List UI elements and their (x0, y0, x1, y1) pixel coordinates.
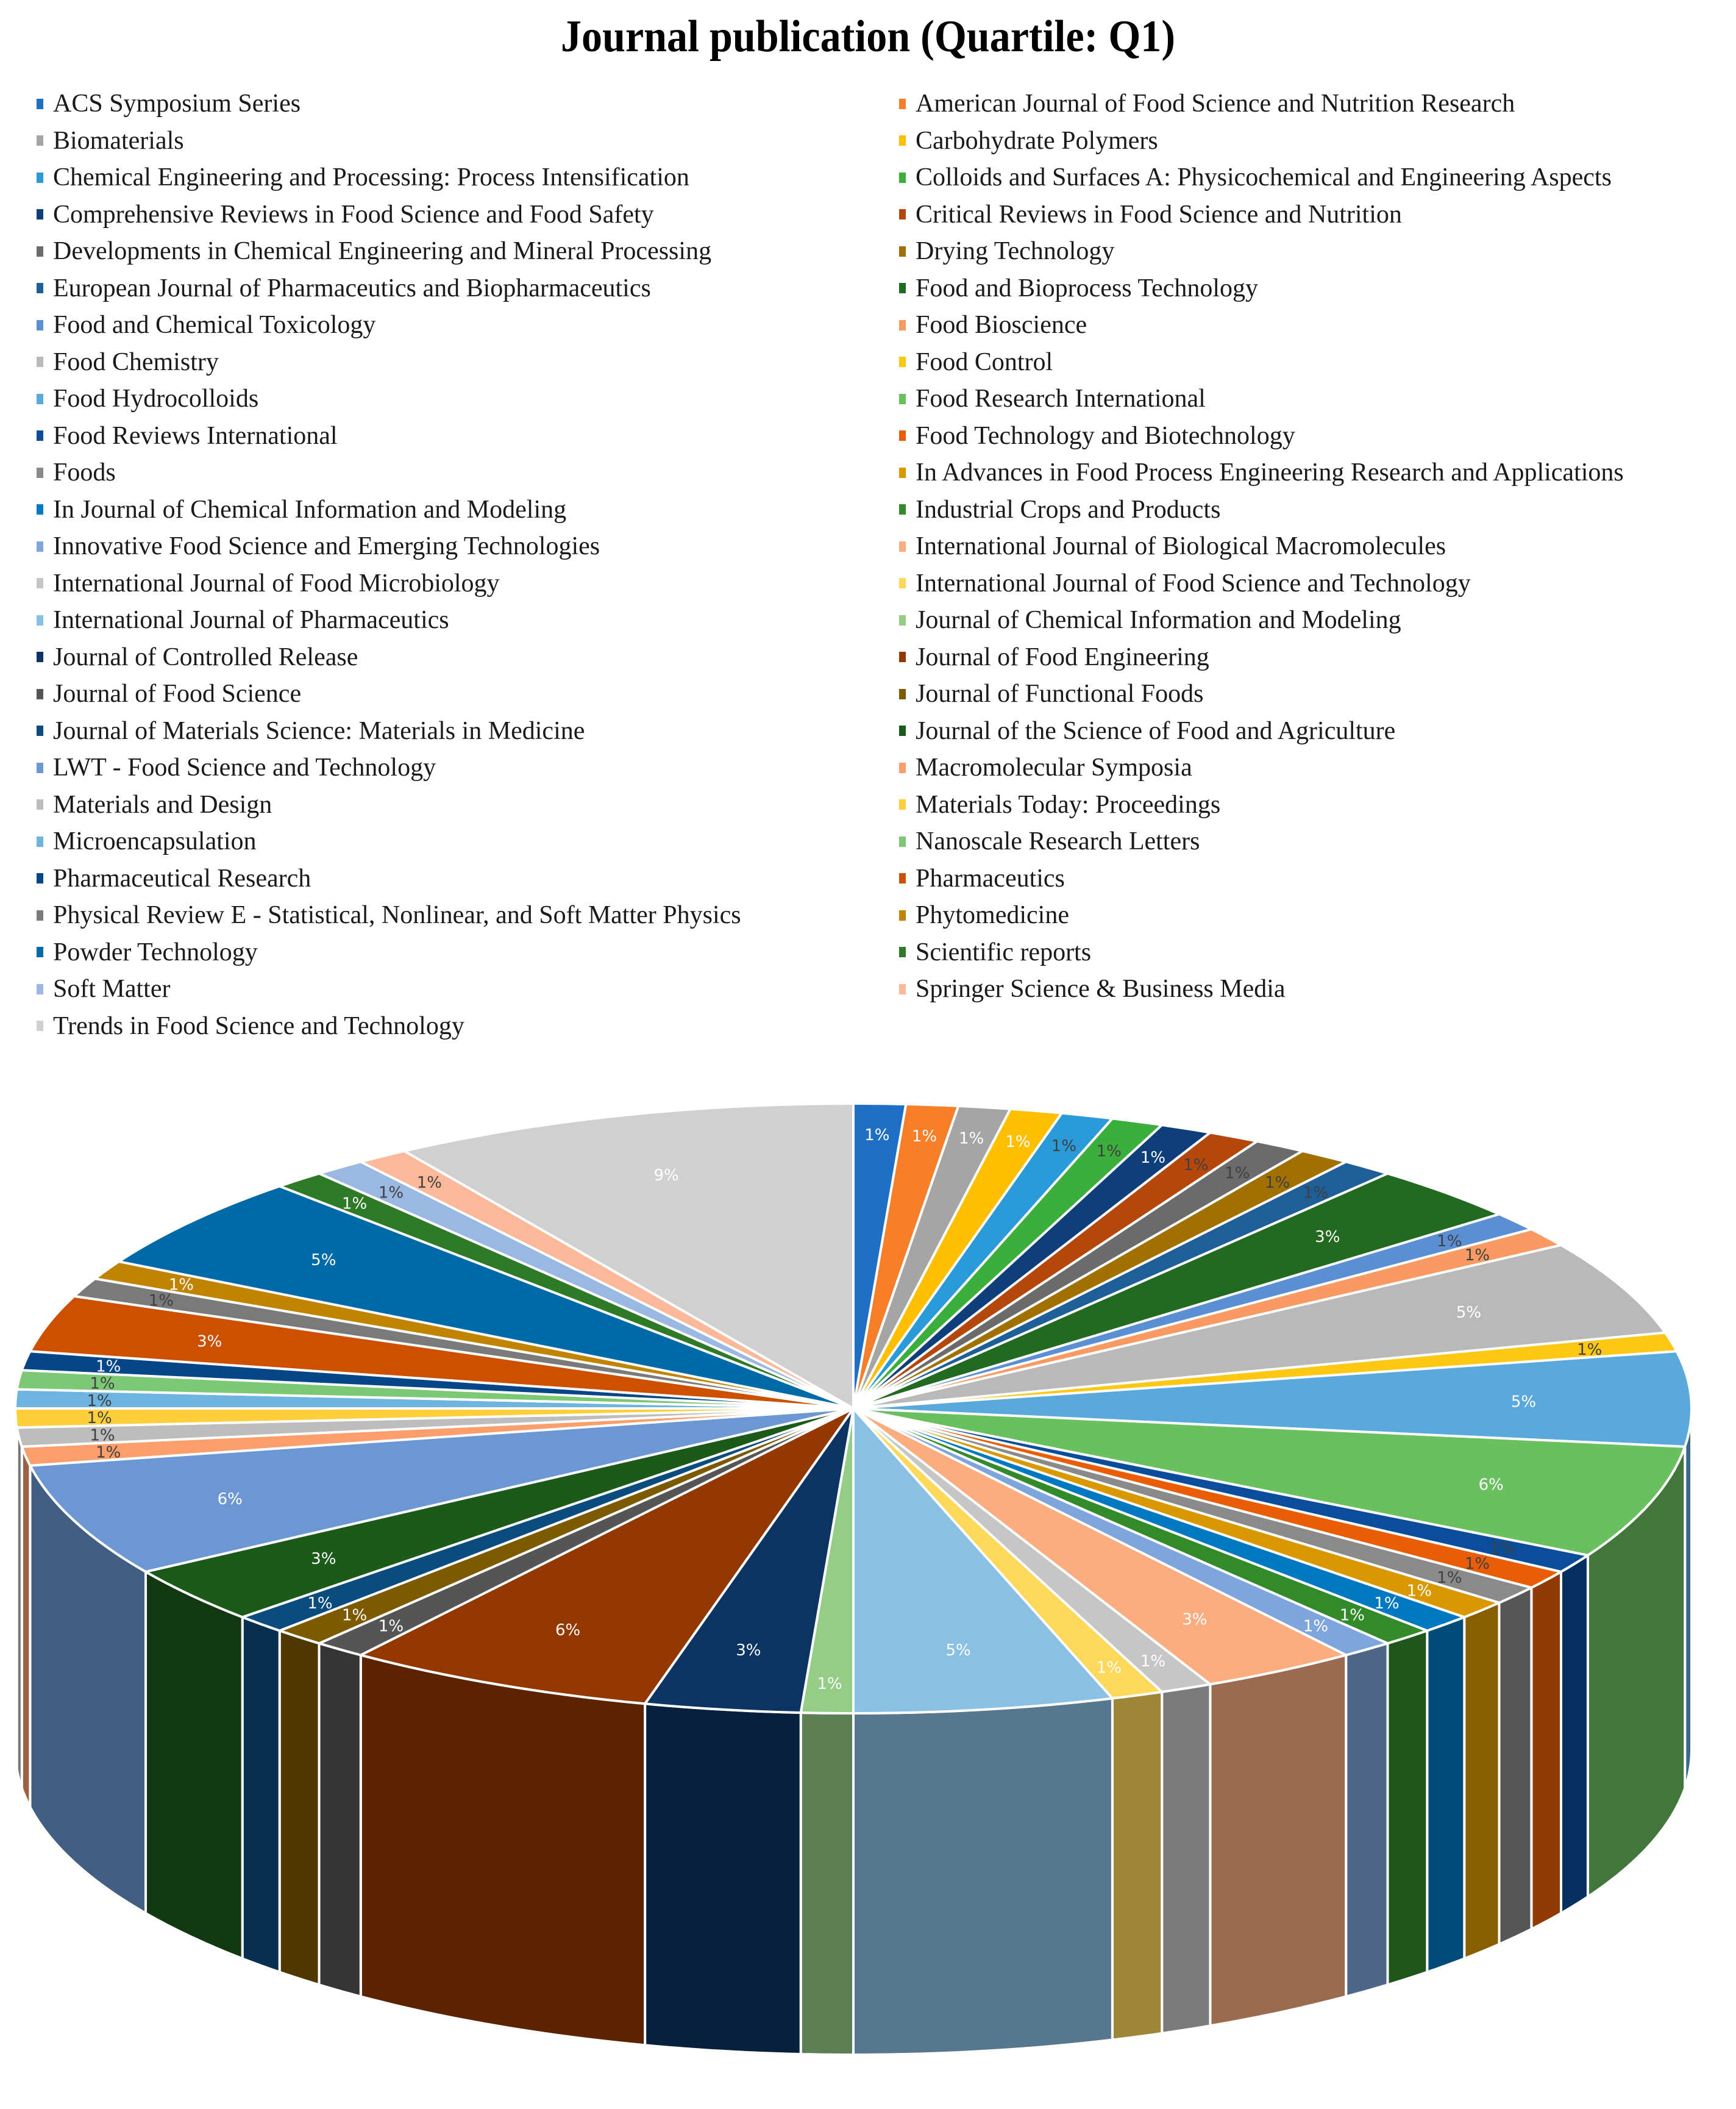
legend-label: Food Hydrocolloids (53, 385, 259, 413)
slice-percent-label: 3% (736, 1641, 761, 1660)
slice-percent-label: 5% (1510, 1393, 1537, 1411)
pie-slice-side (1112, 1692, 1162, 2040)
slice-percent-label: 1% (307, 1594, 333, 1613)
pie-slice-side (1388, 1631, 1428, 1985)
legend-label: Industrial Crops and Products (916, 495, 1221, 524)
pie-slice-side (319, 1643, 361, 1996)
legend-label: Food Research International (916, 385, 1206, 413)
legend-label: International Journal of Food Microbiology (53, 569, 500, 598)
slice-percent-label: 1% (341, 1194, 368, 1213)
slice-percent-label: 6% (555, 1621, 581, 1640)
legend-label: Journal of Food Science (53, 680, 302, 708)
slice-percent-label: 1% (1437, 1232, 1462, 1251)
slice-percent-label: 1% (1183, 1156, 1209, 1174)
legend-label: Biomaterials (53, 126, 184, 155)
legend-label: Trends in Food Science and Technology (53, 1012, 464, 1040)
slice-percent-label: 1% (1374, 1594, 1400, 1613)
pie-slice-side (1346, 1643, 1387, 1996)
slice-percent-label: 1% (90, 1374, 115, 1393)
pie-slice-side (361, 1655, 645, 2046)
legend-label: Journal of Materials Science: Materials in Medicine (53, 716, 585, 745)
pie-slice-side (1210, 1655, 1346, 2026)
chart-title: Journal publication (Quartile: Q1) (560, 12, 1176, 62)
legend-label: LWT - Food Science and Technology (53, 754, 436, 782)
legend-label: Drying Technology (916, 237, 1115, 266)
legend-label: American Journal of Food Science and Nutrition Research (916, 90, 1515, 118)
slice-percent-label: 1% (817, 1674, 842, 1693)
slice-percent-label: 1% (1437, 1568, 1462, 1587)
slice-percent-label: 3% (311, 1550, 336, 1569)
pie-slice-side (1464, 1603, 1499, 1959)
pie-slice-side (853, 1699, 1112, 2055)
slice-percent-label: 1% (1490, 1540, 1515, 1559)
slice-percent-label: 1% (1140, 1149, 1166, 1167)
legend-label: Materials and Design (53, 790, 272, 819)
slice-percent-label: 9% (653, 1166, 679, 1185)
legend-label: Phytomedicine (916, 901, 1069, 930)
legend-label: International Journal of Pharmaceutics (53, 606, 449, 635)
slice-percent-label: 1% (1303, 1183, 1329, 1202)
legend-label: Scientific reports (916, 938, 1092, 966)
pie-slice-side (243, 1617, 280, 1972)
legend-label: Food Technology and Biotechnology (916, 421, 1295, 450)
legend-label: Journal of Controlled Release (53, 643, 358, 671)
slice-percent-label: 1% (96, 1357, 121, 1376)
pie-slice-side (1499, 1588, 1532, 1944)
slice-percent-label: 5% (945, 1641, 971, 1660)
slice-percent-label: 1% (1096, 1658, 1122, 1677)
slice-percent-label: 6% (1478, 1476, 1504, 1494)
legend-label: Soft Matter (53, 975, 171, 1004)
slice-percent-label: 1% (1464, 1246, 1490, 1265)
pie-slice-side (801, 1713, 853, 2055)
slice-percent-label: 1% (1577, 1340, 1603, 1359)
slice-percent-label: 1% (1225, 1164, 1250, 1183)
legend-label: Carbohydrate Polymers (916, 126, 1158, 155)
slice-percent-label: 3% (197, 1332, 222, 1351)
legend-label: Journal of the Science of Food and Agriculture (916, 716, 1396, 745)
slice-percent-label: 1% (1464, 1554, 1490, 1573)
slice-percent-label: 1% (96, 1443, 121, 1462)
legend-label: Journal of Chemical Information and Modeling (916, 606, 1401, 635)
slice-percent-label: 1% (168, 1276, 194, 1294)
legend-label: Comprehensive Reviews in Food Science and Food Safety (53, 200, 654, 229)
pie-slice-side (1162, 1684, 1210, 2033)
legend-label: Foods (53, 459, 116, 487)
legend-label: Physical Review E - Statistical, Nonlinear, and Soft Matter Physics (53, 901, 741, 930)
pie-slice-side (1531, 1572, 1561, 1929)
legend-label: Food Chemistry (53, 348, 219, 376)
slice-percent-label: 1% (1339, 1606, 1365, 1625)
slice-percent-label: 1% (1005, 1132, 1031, 1151)
slice-percent-label: 1% (87, 1409, 112, 1428)
slice-percent-label: 1% (1264, 1173, 1290, 1192)
legend-label: In Journal of Chemical Information and Modeling (53, 495, 567, 524)
slice-percent-label: 1% (341, 1606, 368, 1625)
legend-label: International Journal of Biological Macromolecules (916, 532, 1446, 561)
slice-percent-label: 1% (378, 1617, 404, 1636)
legend-label: Journal of Food Engineering (916, 643, 1209, 671)
legend-label: Critical Reviews in Food Science and Nutrition (916, 200, 1402, 229)
slice-percent-label: 1% (958, 1129, 984, 1148)
legend-label: Developments in Chemical Engineering and Mineral Processing (53, 237, 712, 266)
slice-percent-label: 1% (416, 1173, 443, 1192)
slice-percent-label: 1% (148, 1291, 174, 1310)
legend-label: Macromolecular Symposia (916, 754, 1192, 782)
pie-slice-side (1427, 1617, 1464, 1972)
slice-percent-label: 1% (378, 1183, 404, 1202)
slice-percent-label: 5% (311, 1251, 336, 1269)
legend-label: ACS Symposium Series (53, 90, 301, 118)
pie-slice-side (280, 1631, 319, 1985)
legend-label: Materials Today: Proceedings (916, 790, 1221, 819)
slice-percent-label: 1% (1140, 1652, 1166, 1671)
slice-percent-label: 1% (1303, 1617, 1329, 1636)
legend-label: Chemical Engineering and Processing: Process Intensification (53, 163, 689, 192)
legend-label: Springer Science & Business Media (916, 975, 1286, 1004)
legend-label: Colloids and Surfaces A: Physicochemical and Engineering Aspects (916, 163, 1612, 192)
slice-percent-label: 1% (1406, 1582, 1432, 1600)
legend-label: International Journal of Food Science and Technology (916, 569, 1471, 598)
slice-percent-label: 1% (1051, 1137, 1076, 1155)
pie-slice-side (1561, 1555, 1588, 1913)
legend-label: European Journal of Pharmaceutics and Biopharmaceutics (53, 274, 651, 302)
pie-slice-side (15, 1408, 17, 1769)
legend-label: Pharmaceutics (916, 864, 1065, 893)
legend-label: Nanoscale Research Letters (916, 827, 1200, 856)
legend-label: Food Control (916, 348, 1053, 376)
legend-label: Journal of Functional Foods (916, 680, 1204, 708)
legend-label: In Advances in Food Process Engineering Research and Applications (916, 459, 1624, 487)
slice-percent-label: 3% (1182, 1610, 1208, 1629)
legend-label: Food and Bioprocess Technology (916, 274, 1259, 302)
slice-percent-label: 5% (1456, 1304, 1482, 1322)
legend-label: Powder Technology (53, 938, 258, 966)
legend-label: Food and Chemical Toxicology (53, 311, 376, 340)
slice-percent-label: 1% (911, 1127, 937, 1146)
slice-percent-label: 1% (864, 1126, 890, 1145)
legend-label: Food Bioscience (916, 311, 1087, 340)
pie-top (15, 1104, 1692, 1713)
legend-label: Food Reviews International (53, 421, 338, 450)
pie-slice-side (146, 1572, 243, 1958)
legend-label: Innovative Food Science and Emerging Technologies (53, 532, 600, 561)
slice-percent-label: 1% (1096, 1142, 1122, 1161)
slice-percent-label: 6% (217, 1490, 243, 1509)
legend-label: Microencapsulation (53, 827, 257, 856)
slice-percent-label: 1% (90, 1426, 115, 1445)
slice-percent-label: 1% (87, 1391, 112, 1410)
pie-slice-side (22, 1447, 30, 1807)
legend-label: Pharmaceutical Research (53, 864, 311, 893)
slice-percent-label: 3% (1315, 1228, 1340, 1247)
pie-slice-side (645, 1704, 801, 2054)
